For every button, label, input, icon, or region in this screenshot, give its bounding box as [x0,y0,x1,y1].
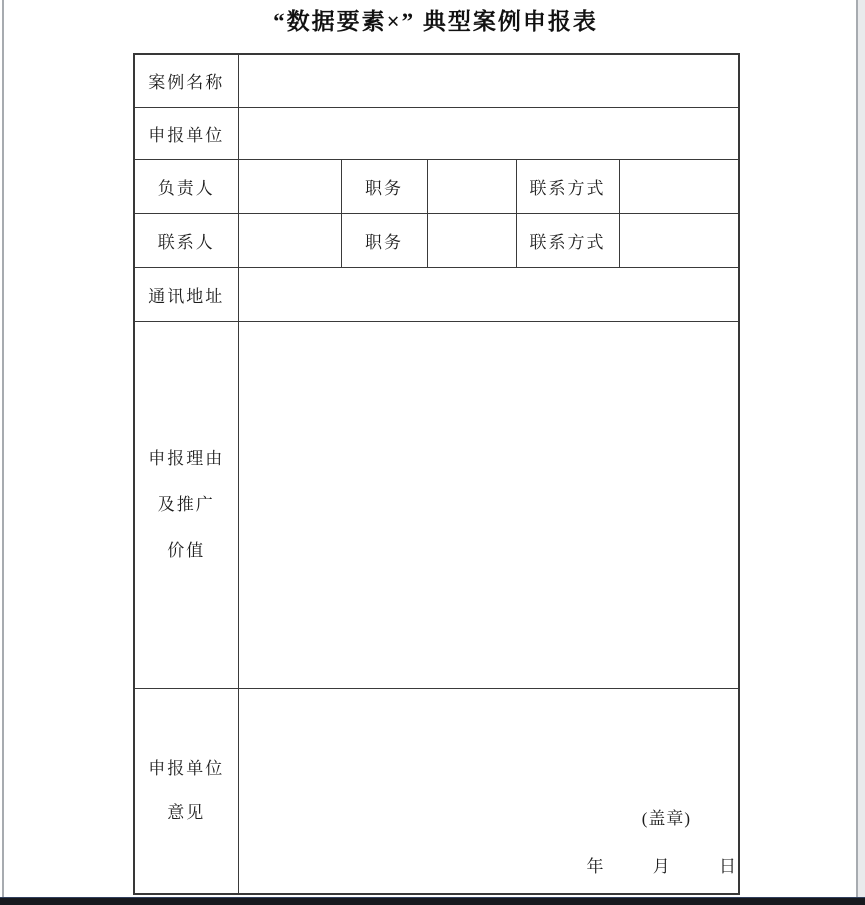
leader-contact-label: 联系方式 [516,159,619,213]
leader-contact-value-cell [619,159,739,213]
leader-value-cell [238,159,341,213]
leader-position-label: 职务 [341,159,427,213]
row-applicant-unit [134,107,739,159]
contact-person-label: 联系人 [134,213,238,267]
applicant-unit-value-cell [238,107,739,159]
opinion-label [134,688,238,894]
row-reason [134,321,739,688]
contact-contact-value-cell [619,213,739,267]
address-label: 通讯地址 [134,267,238,321]
date-month-label: 月 [652,857,670,876]
row-address [134,267,739,321]
address-value-cell [238,267,739,321]
application-form-table [133,53,740,895]
opinion-label-line-2: 意见 [167,802,206,822]
reason-label-line-2: 及推广 [157,494,215,514]
form-title: “数据要素×” 典型案例申报表 [273,9,598,34]
case-name-value-cell [238,54,739,107]
date-line [587,852,737,877]
row-leader [134,159,739,213]
reason-label-line-3: 价值 [167,540,206,560]
row-opinion [134,688,739,894]
leader-label: 负责人 [134,159,238,213]
date-day-label: 日 [719,857,737,876]
reason-label [134,321,238,688]
opinion-label-line-1: 申报单位 [148,758,225,778]
leader-position-value-cell [427,159,516,213]
page-edge-left [2,0,4,898]
date-year-label: 年 [586,857,604,876]
contact-contact-label: 联系方式 [516,213,619,267]
contact-position-value-cell [427,213,516,267]
case-name-label: 案例名称 [134,54,238,107]
row-contact-person [134,213,739,267]
seal-label: (盖章) [641,809,692,828]
contact-position-label: 职务 [341,213,427,267]
reason-value-cell [238,321,739,688]
opinion-value-cell [238,688,739,894]
page-edge-right [856,0,865,898]
row-case-name [134,54,739,107]
reason-label-line-1: 申报理由 [148,448,225,468]
applicant-unit-label: 申报单位 [134,107,238,159]
contact-person-value-cell [238,213,341,267]
window-bottom-bar [0,897,865,905]
